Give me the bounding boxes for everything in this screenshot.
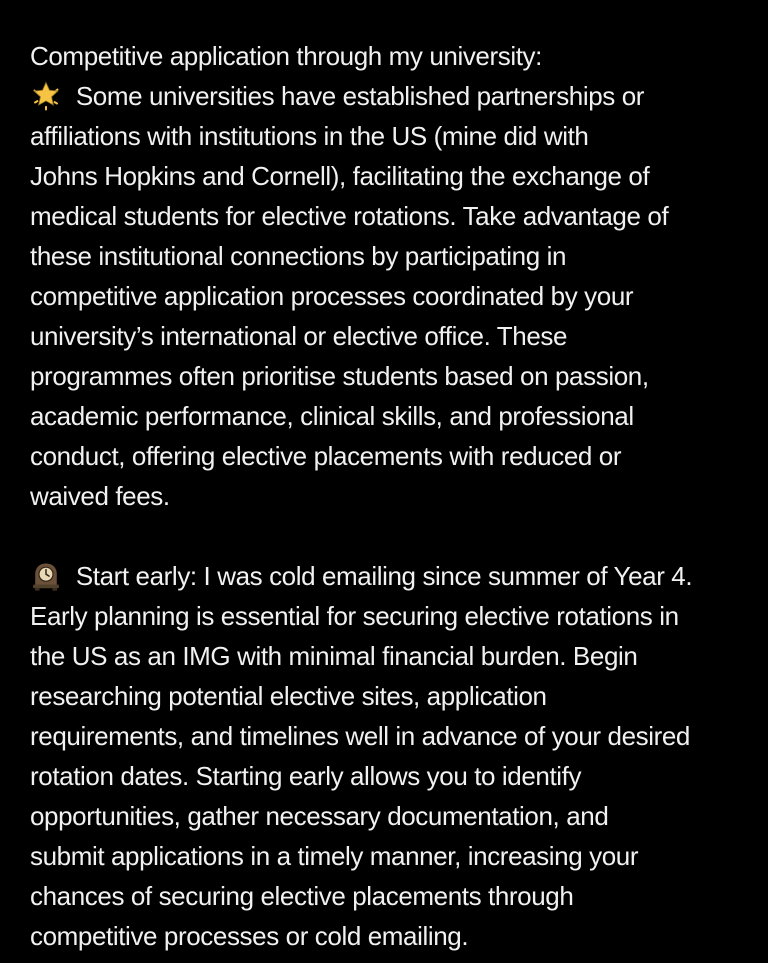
- line-text: opportunities, gather necessary documentation, and: [30, 801, 609, 831]
- line-text: the US as an IMG with minimal financial burden. Begin: [30, 641, 638, 671]
- text-line: [30, 276, 752, 316]
- line-text: Johns Hopkins and Cornell), facilitating the exchange of: [30, 161, 650, 191]
- text-line: [30, 916, 752, 956]
- text-line: [30, 436, 752, 476]
- text-line: [30, 156, 752, 196]
- line-text: waived fees.: [30, 481, 170, 511]
- text-line: [30, 636, 752, 676]
- text-line: [30, 756, 752, 796]
- text-line: [30, 196, 752, 236]
- text-line: [30, 36, 752, 76]
- text-line: [30, 116, 752, 156]
- blank-line: [30, 516, 752, 556]
- text-line: [30, 596, 752, 636]
- line-text: medical students for elective rotations. Take advantage of: [30, 201, 669, 231]
- line-text: competitive processes or cold emailing.: [30, 921, 469, 951]
- text-line: [30, 476, 752, 516]
- line-text: these institutional connections by participating in: [30, 241, 567, 271]
- glowing-star-icon: [30, 80, 62, 112]
- line-text: Competitive application through my university:: [30, 41, 542, 71]
- text-line: [30, 556, 752, 596]
- text-line: [30, 716, 752, 756]
- line-text: competitive application processes coordinated by your: [30, 281, 634, 311]
- line-text: university’s international or elective office. These: [30, 321, 568, 351]
- text-line: [30, 836, 752, 876]
- text-line: [30, 676, 752, 716]
- line-text: Early planning is essential for securing elective rotations in: [30, 601, 679, 631]
- line-text: researching potential elective sites, application: [30, 681, 547, 711]
- text-line: [30, 236, 752, 276]
- mantel-clock-icon: [30, 560, 62, 592]
- line-text: academic performance, clinical skills, and professional: [30, 401, 634, 431]
- line-text: Some universities have established partnerships or: [75, 81, 645, 111]
- text-line: [30, 356, 752, 396]
- text-line: [30, 76, 752, 116]
- line-text: affiliations with institutions in the US (mine did with: [30, 121, 589, 151]
- text-line: [30, 396, 752, 436]
- line-text: submit applications in a timely manner, increasing your: [30, 841, 639, 871]
- text-line: [30, 876, 752, 916]
- text-line: [30, 796, 752, 836]
- line-text: programmes often prioritise students based on passion,: [30, 361, 649, 391]
- text-line: [30, 316, 752, 356]
- line-text: conduct, offering elective placements with reduced or: [30, 441, 622, 471]
- line-text: chances of securing elective placements through: [30, 881, 574, 911]
- line-text: rotation dates. Starting early allows you to identify: [30, 761, 582, 791]
- line-text: requirements, and timelines well in advance of your desired: [30, 721, 690, 751]
- text-block: [30, 36, 752, 956]
- line-text: Start early: I was cold emailing since summer of Year 4.: [75, 561, 693, 591]
